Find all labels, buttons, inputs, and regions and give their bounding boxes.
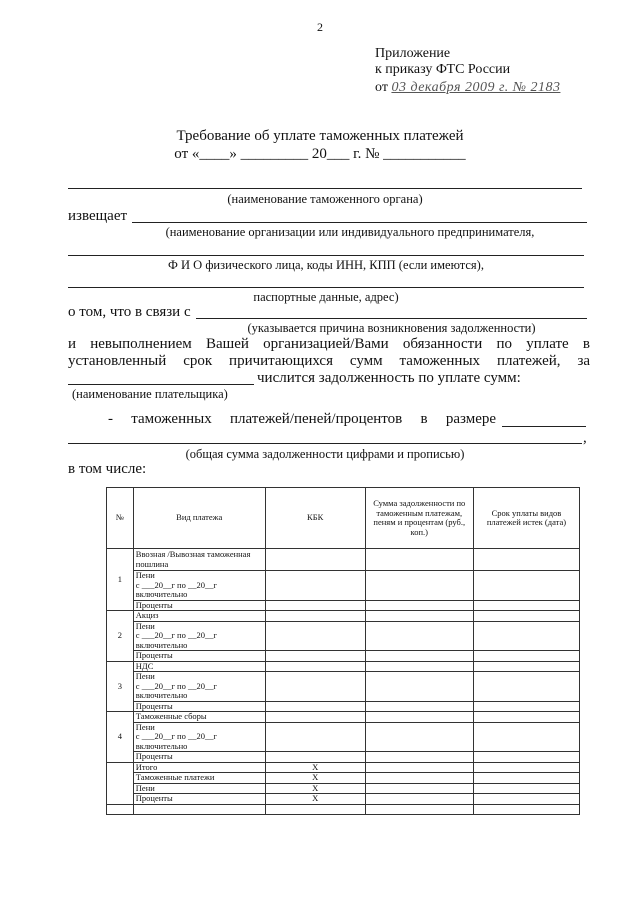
appendix-line-1: Приложение <box>375 46 451 61</box>
total-label: Итого <box>133 762 265 773</box>
total-caption: (общая сумма задолженности цифрами и прописью) <box>185 447 465 461</box>
table-row <box>107 651 580 662</box>
interest-cell: Проценты <box>133 701 265 712</box>
table-row <box>107 701 580 712</box>
table-row <box>107 752 580 763</box>
kbk-x-mark: Х <box>265 783 365 794</box>
header-num: № <box>107 488 134 549</box>
peni-cell: Пени с ___20__г по __20__г включительно <box>133 571 265 601</box>
paragraph-line-1: и невыполнением Вашей организацией/Вами обязанности по уплате в <box>68 336 591 352</box>
peni-cell: Пени с ___20__г по __20__г включительно <box>133 621 265 651</box>
table-row <box>107 712 580 723</box>
payment-kind: Акциз <box>133 611 265 622</box>
peni-cell: Пени с ___20__г по __20__г включительно <box>133 722 265 752</box>
table-row <box>107 661 580 672</box>
appendix-line-3 <box>375 80 560 96</box>
appendix-date-prefix: от <box>375 80 388 95</box>
fio-line <box>68 255 584 256</box>
header-kind: Вид платежа <box>133 488 265 549</box>
notifies-label: извещает <box>68 208 128 224</box>
kbk-x-mark: Х <box>265 794 365 805</box>
payment-kind: Таможенные сборы <box>133 712 265 723</box>
interest-cell: Проценты <box>133 651 265 662</box>
header-due: Срок уплаты видов платежей истек (дата) <box>473 488 579 549</box>
organization-line <box>132 222 587 223</box>
table-row <box>107 804 580 814</box>
customs-body-caption: (наименование таможенного органа) <box>227 192 423 206</box>
payment-kind: НДС <box>133 661 265 672</box>
kbk-x-mark: Х <box>265 773 365 784</box>
payer-line <box>68 384 254 385</box>
table-row <box>107 794 580 805</box>
total-label: Пени <box>133 783 265 794</box>
peni-cell: Пени с ___20__г по __20__г включительно <box>133 672 265 702</box>
header-sum: Сумма задолженности по таможенным платежам, пеням и процентам (руб., коп.) <box>365 488 473 549</box>
table-row <box>107 571 580 601</box>
total-comma: , <box>583 430 587 446</box>
appendix-line-2: к приказу ФТС России <box>375 62 511 77</box>
group-num: 2 <box>107 611 134 662</box>
payment-size-line: - таможенных платежей/пеней/процентов в размере <box>108 411 497 427</box>
interest-cell: Проценты <box>133 752 265 763</box>
payment-table <box>106 487 580 815</box>
reason-line <box>196 318 587 319</box>
passport-line <box>68 287 584 288</box>
kbk-x-mark: Х <box>265 762 365 773</box>
total-amount-line <box>68 443 582 444</box>
table-row <box>107 672 580 702</box>
group-num: 4 <box>107 712 134 763</box>
table-row <box>107 600 580 611</box>
interest-cell: Проценты <box>133 600 265 611</box>
table-row <box>107 549 580 571</box>
table-row <box>107 762 580 773</box>
debt-listed-text: числится задолженность по уплате сумм: <box>257 370 521 386</box>
table-row <box>107 773 580 784</box>
total-label: Проценты <box>133 794 265 805</box>
header-kbk: КБК <box>265 488 365 549</box>
payer-caption: (наименование плательщика) <box>72 387 228 401</box>
paragraph-line-2: установленный срок причитающихся сумм таможенных платежей, за <box>68 353 591 369</box>
total-label: Таможенные платежи <box>133 773 265 784</box>
document-title: Требование об уплате таможенных платежей <box>176 128 464 144</box>
group-num: 3 <box>107 661 134 712</box>
group-num: 1 <box>107 549 134 611</box>
table-header-row <box>107 488 580 549</box>
table-row <box>107 722 580 752</box>
organization-caption: (наименование организации или индивидуального предпринимателя, <box>165 225 535 239</box>
table-row <box>107 621 580 651</box>
payment-kind: Ввозная /Вывозная таможенная пошлина <box>133 549 265 571</box>
about-label: о том, что в связи с <box>68 304 191 320</box>
including-label: в том числе: <box>68 461 147 477</box>
page-number: 2 <box>317 20 323 34</box>
reason-caption: (указывается причина возникновения задолженности) <box>247 321 536 335</box>
table-row <box>107 611 580 622</box>
document-number-line: от «____» _________ 20___ г. № ___________ <box>174 146 466 162</box>
customs-body-line <box>68 188 582 189</box>
fio-caption: Ф И О физического лица, коды ИНН, КПП (если имеются), <box>168 258 484 272</box>
amount-short-line <box>502 426 586 427</box>
table-row <box>107 783 580 794</box>
passport-caption: паспортные данные, адрес) <box>253 290 399 304</box>
appendix-order-date: 03 декабря 2009 г. № 2183 <box>391 80 561 95</box>
